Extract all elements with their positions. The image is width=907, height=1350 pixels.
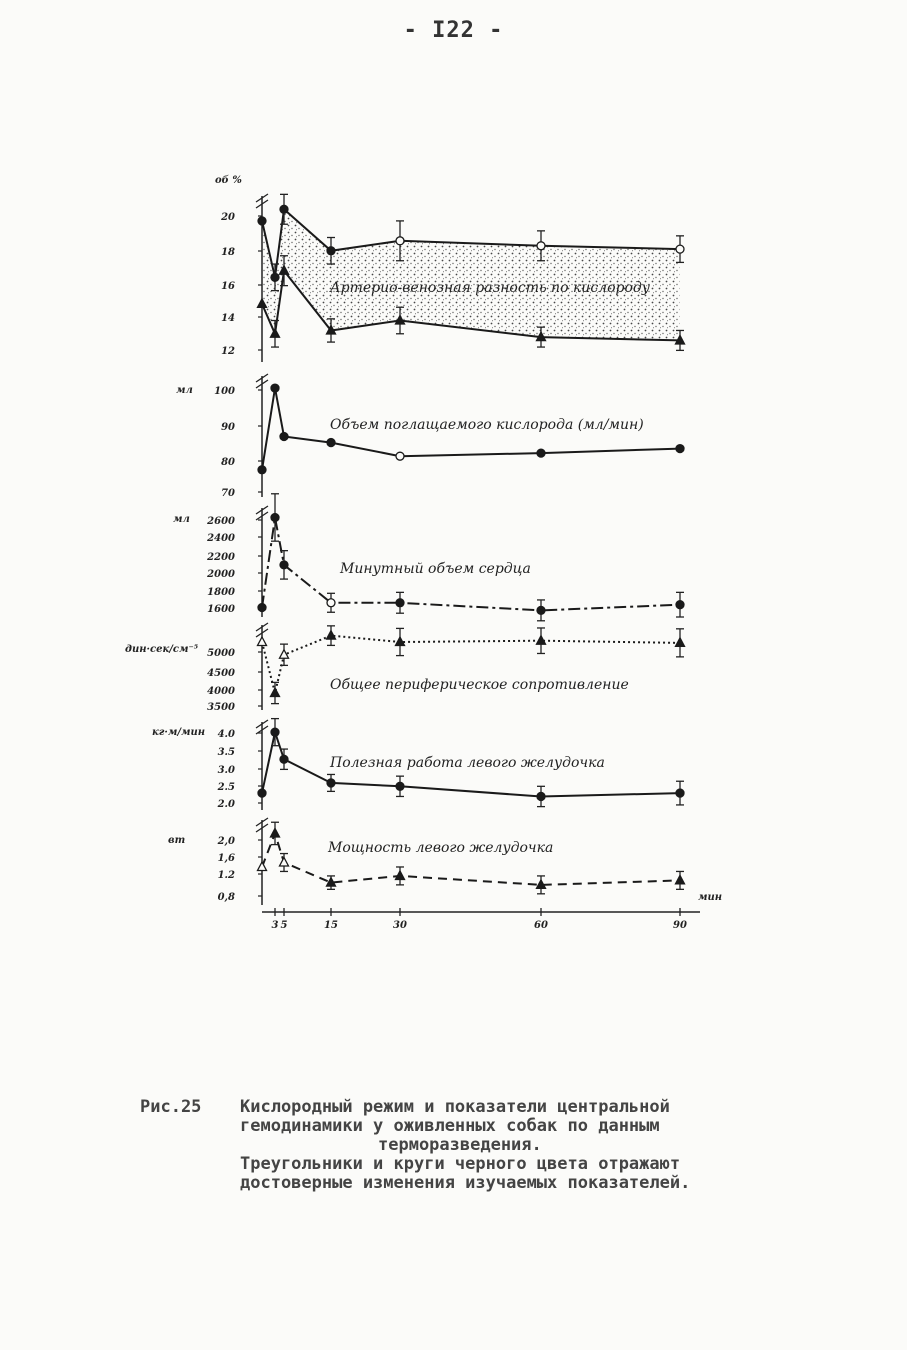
y-tick-label: 1800 — [207, 587, 235, 598]
y-axis-unit: дин·сек/см⁻⁵ — [125, 644, 199, 655]
y-tick-label: 2200 — [207, 552, 235, 563]
data-point — [280, 205, 288, 213]
caption-line: гемодинамики у оживленных собак по данным — [240, 1116, 660, 1136]
data-point — [271, 728, 279, 736]
caption-line: терморазведения. — [378, 1135, 542, 1155]
y-tick-label: 14 — [221, 313, 235, 324]
y-tick-label: 20 — [221, 212, 235, 223]
caption-prefix: Рис.25 — [140, 1097, 202, 1117]
series-label: Полезная работа левого желудочка — [330, 755, 605, 771]
y-tick-label: 3500 — [207, 702, 235, 713]
data-point — [537, 606, 545, 614]
data-point — [280, 561, 288, 569]
x-tick-label: 15 — [324, 920, 338, 931]
x-tick-label: 5 — [280, 920, 288, 931]
data-point — [271, 329, 280, 338]
data-point — [271, 384, 279, 392]
y-tick-label: 2.0 — [217, 799, 235, 810]
data-point — [676, 445, 684, 453]
caption-line: Треугольники и круги черного цвета отражают — [240, 1154, 681, 1174]
series-label: Общее периферическое сопротивление — [330, 677, 629, 693]
series-label: Мощность левого желудочка — [328, 840, 554, 856]
data-point — [258, 217, 266, 225]
data-point — [271, 688, 280, 697]
y-axis-unit: вт — [168, 835, 186, 846]
y-tick-label: 1.2 — [217, 870, 235, 881]
data-point — [676, 875, 685, 884]
data-point — [396, 452, 404, 460]
y-tick-label: 18 — [221, 247, 235, 258]
data-point — [258, 862, 267, 871]
data-point — [271, 273, 279, 281]
y-tick-label: 1600 — [207, 604, 235, 615]
data-point — [396, 782, 404, 790]
data-point — [676, 638, 685, 647]
y-tick-label: 3.0 — [217, 765, 235, 776]
data-point — [280, 755, 288, 763]
y-tick-label: 16 — [221, 281, 235, 292]
y-tick-label: 100 — [214, 386, 235, 397]
y-tick-label: 12 — [221, 346, 235, 357]
data-point — [676, 601, 684, 609]
data-point — [258, 637, 267, 646]
y-tick-label: 5000 — [207, 648, 235, 659]
data-point — [396, 237, 404, 245]
area-fill — [262, 209, 680, 340]
x-tick-label: 30 — [393, 920, 407, 931]
y-axis-unit: кг·м/мин — [152, 727, 206, 738]
data-point — [676, 245, 684, 253]
y-tick-label: 3.5 — [217, 747, 235, 758]
data-point — [396, 871, 405, 880]
y-tick-label: 2400 — [207, 533, 235, 544]
caption-line: достоверные изменения изучаемых показателей. — [240, 1173, 691, 1193]
data-point — [258, 789, 266, 797]
data-point — [396, 599, 404, 607]
data-point — [271, 513, 279, 521]
y-tick-label: 4000 — [207, 686, 235, 697]
y-axis-unit: мл — [176, 385, 193, 396]
data-point — [676, 789, 684, 797]
y-tick-label: 4.0 — [217, 729, 235, 740]
data-point — [327, 247, 335, 255]
data-point — [327, 599, 335, 607]
data-point — [537, 449, 545, 457]
y-tick-label: 90 — [221, 422, 235, 433]
page-number: - I22 - — [403, 18, 504, 43]
y-tick-label: 70 — [221, 488, 235, 499]
y-tick-label: 2,0 — [217, 836, 235, 847]
caption-line: Кислородный режим и показатели центральной — [240, 1097, 670, 1117]
x-tick-label: 60 — [534, 920, 548, 931]
x-tick-label: 3 — [271, 920, 279, 931]
y-tick-label: 1,6 — [217, 853, 235, 864]
y-axis-unit: об % — [215, 175, 242, 186]
series-label: Минутный объем сердца — [340, 561, 531, 577]
data-point — [327, 779, 335, 787]
y-tick-label: 80 — [221, 457, 235, 468]
data-point — [327, 439, 335, 447]
y-axis-unit: мл — [173, 514, 190, 525]
series-label: Артерио-венозная разность по кислороду — [330, 280, 650, 296]
data-point — [537, 792, 545, 800]
data-point — [280, 433, 288, 441]
data-point — [327, 631, 336, 640]
y-tick-label: 2.5 — [217, 782, 235, 793]
y-tick-label: 0,8 — [217, 892, 235, 903]
x-axis-unit: мин — [697, 892, 723, 903]
data-point — [271, 828, 280, 837]
data-point — [258, 466, 266, 474]
y-tick-label: 2600 — [207, 516, 235, 527]
data-point — [537, 242, 545, 250]
y-tick-label: 2000 — [207, 569, 235, 580]
data-point — [280, 858, 289, 867]
y-tick-label: 4500 — [207, 668, 235, 679]
data-point — [258, 604, 266, 612]
x-tick-label: 90 — [673, 920, 687, 931]
series-label: Объем поглащаемого кислорода (мл/мин) — [330, 417, 644, 433]
